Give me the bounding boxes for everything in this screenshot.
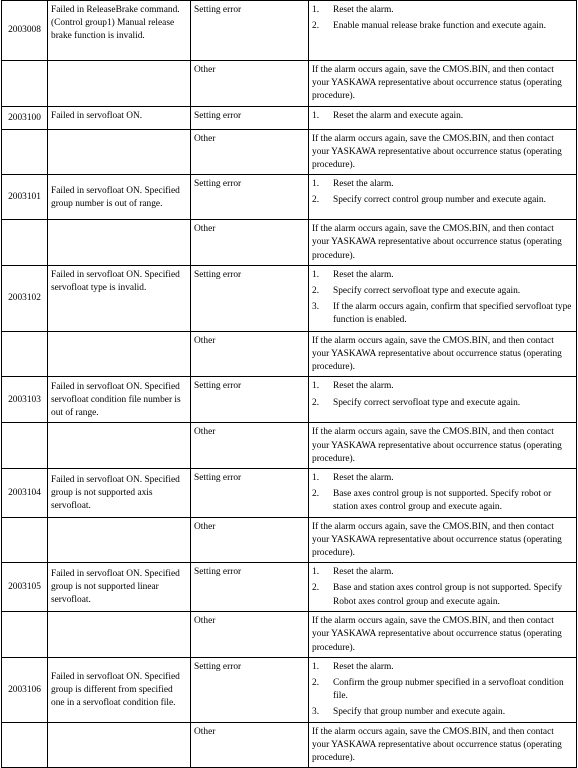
alarm-message [48, 722, 191, 768]
step-text: Reset the alarm. [333, 269, 394, 280]
alarm-remedy [309, 331, 577, 377]
alarm-row [2, 563, 577, 612]
remedy-step [312, 397, 573, 410]
step-number: 2. [312, 583, 320, 594]
remedy-steps [312, 661, 573, 720]
step-number: 2. [312, 397, 320, 408]
remedy-step [312, 269, 573, 282]
alarm-code: 2003105 [2, 563, 48, 612]
step-number: 2. [312, 21, 320, 32]
alarm-remedy [309, 469, 577, 518]
alarm-code [2, 129, 48, 175]
remedy-step [312, 380, 573, 393]
alarm-remedy [309, 517, 577, 563]
step-number: 2. [312, 286, 320, 297]
alarm-code [2, 722, 48, 768]
step-number: 2. [312, 489, 320, 500]
step-text: Reset the alarm and execute again. [333, 110, 464, 121]
alarm-row [2, 106, 577, 129]
alarm-code [2, 517, 48, 563]
step-number: 1. [312, 5, 320, 15]
alarm-remedy [309, 220, 577, 266]
step-number: 1. [312, 269, 320, 280]
remedy-step [312, 677, 573, 703]
remedy-step [312, 178, 573, 191]
step-text: Specify correct servofloat type and execute again. [333, 286, 521, 297]
step-text: Specify correct servofloat type and execute again. [333, 397, 521, 408]
alarm-cause: Other [191, 722, 309, 768]
alarm-cause: Setting error [191, 175, 309, 220]
alarm-row-continuation [2, 220, 577, 266]
step-text: Specify correct control group number and execute again. [333, 195, 546, 206]
alarm-remedy [309, 377, 577, 423]
remedy-text: If the alarm occurs again, save the CMOS.BIN, and then contact your YASKAWA representative about occurrence status (operating procedure). [312, 427, 562, 464]
remedy-text: If the alarm occurs again, save the CMOS.BIN, and then contact your YASKAWA representative about occurrence status (operating procedure). [312, 335, 562, 373]
alarm-table-body [2, 1, 577, 768]
alarm-remedy [309, 563, 577, 612]
step-text: Reset the alarm. [333, 661, 394, 672]
alarm-remedy [309, 423, 577, 469]
step-number: 1. [312, 179, 320, 190]
remedy-step [312, 20, 573, 33]
alarm-remedy [309, 612, 577, 658]
alarm-cause: Other [191, 517, 309, 563]
step-number: 1. [312, 381, 320, 392]
remedy-text: If the alarm occurs again, save the CMOS.BIN, and then contact your YASKAWA representative about occurrence status (operating procedure). [312, 224, 562, 261]
alarm-table [1, 0, 577, 768]
alarm-code: 2003104 [2, 469, 48, 518]
step-text: Base axes control group is not supported. Specify robot or station axes control group and execute again. [333, 489, 552, 513]
step-text: Reset the alarm. [333, 5, 394, 15]
alarm-code: 2003101 [2, 175, 48, 220]
alarm-row-continuation [2, 722, 577, 768]
alarm-remedy [309, 175, 577, 220]
remedy-steps [312, 269, 573, 328]
alarm-code: 2003106 [2, 657, 48, 722]
alarm-code: 2003100 [2, 106, 48, 129]
alarm-cause: Setting error [191, 377, 309, 423]
step-text: Reset the alarm. [333, 381, 394, 392]
step-number: 2. [312, 195, 320, 206]
alarm-message [48, 129, 191, 175]
step-number: 1. [312, 110, 320, 121]
step-text: Specify that group number and execute again. [333, 707, 506, 718]
alarm-row [2, 469, 577, 518]
remedy-step [312, 488, 573, 514]
alarm-message [48, 517, 191, 563]
remedy-text: If the alarm occurs again, save the CMOS.BIN, and then contact your YASKAWA representative about occurrence status (operating procedure). [312, 616, 562, 653]
remedy-step [312, 285, 573, 298]
remedy-step [312, 4, 573, 17]
alarm-code: 2003008 [2, 1, 48, 61]
alarm-row-continuation [2, 61, 577, 107]
step-number: 3. [312, 302, 320, 313]
remedy-steps [312, 110, 573, 123]
alarm-row-continuation [2, 517, 577, 563]
alarm-message: Failed in servofloat ON. Specified group is different from specified one in a servofloat condition file. [48, 657, 191, 722]
alarm-cause: Other [191, 61, 309, 107]
alarm-remedy [309, 106, 577, 129]
alarm-message: Failed in ReleaseBrake command. (Control group1) Manual release brake function is invalid. [48, 1, 191, 61]
alarm-message [48, 220, 191, 266]
alarm-message: Failed in servofloat ON. Specified group is not supported axis servofloat. [48, 469, 191, 518]
alarm-cause: Setting error [191, 563, 309, 612]
alarm-cause: Setting error [191, 1, 309, 61]
alarm-message: Failed in servofloat ON. Specified servofloat condition file number is out of range. [48, 377, 191, 423]
remedy-step [312, 301, 573, 327]
alarm-message [48, 423, 191, 469]
step-text: Confirm the group nubmer specified in a servofloat condition file. [333, 678, 564, 702]
step-number: 1. [312, 567, 320, 578]
step-text: Enable manual release brake function and execute again. [333, 21, 546, 32]
alarm-code [2, 423, 48, 469]
alarm-message: Failed in servofloat ON. Specified servofloat type is invalid. [48, 265, 191, 331]
alarm-remedy [309, 265, 577, 331]
alarm-code: 2003103 [2, 377, 48, 423]
alarm-cause: Other [191, 423, 309, 469]
alarm-cause: Setting error [191, 657, 309, 722]
alarm-remedy [309, 129, 577, 175]
alarm-cause: Other [191, 220, 309, 266]
alarm-row [2, 175, 577, 220]
alarm-cause: Setting error [191, 106, 309, 129]
alarm-cause: Setting error [191, 469, 309, 518]
alarm-row-continuation [2, 612, 577, 658]
remedy-step [312, 566, 573, 579]
alarm-message: Failed in servofloat ON. Specified group is not supported linear servofloat. [48, 563, 191, 612]
alarm-cause: Other [191, 612, 309, 658]
alarm-message [48, 612, 191, 658]
alarm-message [48, 331, 191, 377]
step-number: 1. [312, 661, 320, 672]
alarm-code: 2003102 [2, 265, 48, 331]
remedy-steps [312, 4, 573, 33]
alarm-code [2, 331, 48, 377]
remedy-step [312, 582, 573, 608]
alarm-message [48, 61, 191, 107]
alarm-row-continuation [2, 331, 577, 377]
alarm-row [2, 657, 577, 722]
alarm-row [2, 265, 577, 331]
step-text: Reset the alarm. [333, 567, 394, 578]
step-number: 2. [312, 678, 320, 689]
remedy-step [312, 110, 573, 123]
alarm-row [2, 1, 577, 61]
remedy-steps [312, 178, 573, 207]
alarm-remedy [309, 657, 577, 722]
alarm-row-continuation [2, 129, 577, 175]
alarm-remedy [309, 722, 577, 768]
alarm-cause: Other [191, 129, 309, 175]
step-text: Reset the alarm. [333, 179, 394, 190]
remedy-text: If the alarm occurs again, save the CMOS.BIN, and then contact your YASKAWA representative about occurrence status (operating procedure). [312, 65, 562, 102]
alarm-cause: Other [191, 331, 309, 377]
step-text: Reset the alarm. [333, 473, 394, 484]
step-number: 3. [312, 707, 320, 718]
remedy-steps [312, 380, 573, 409]
alarm-row-continuation [2, 423, 577, 469]
remedy-step [312, 706, 573, 719]
alarm-code [2, 220, 48, 266]
remedy-step [312, 194, 573, 207]
step-text: If the alarm occurs again, confirm that specified servofloat type function is enabled. [333, 302, 572, 326]
remedy-steps [312, 566, 573, 609]
alarm-message: Failed in servofloat ON. Specified group number is out of range. [48, 175, 191, 220]
alarm-message: Failed in servofloat ON. [48, 106, 191, 129]
step-number: 1. [312, 473, 320, 484]
step-text: Base and station axes control group is not supported. Specify Robot axes control group and execute again. [333, 583, 563, 607]
remedy-steps [312, 472, 573, 515]
alarm-remedy [309, 61, 577, 107]
alarm-cause: Setting error [191, 265, 309, 331]
remedy-step [312, 472, 573, 485]
alarm-row [2, 377, 577, 423]
alarm-code [2, 612, 48, 658]
remedy-step [312, 661, 573, 674]
alarm-remedy [309, 1, 577, 61]
alarm-code [2, 61, 48, 107]
remedy-text: If the alarm occurs again, save the CMOS.BIN, and then contact your YASKAWA representative about occurrence status (operating procedure). [312, 726, 562, 764]
remedy-text: If the alarm occurs again, save the CMOS.BIN, and then contact your YASKAWA representative about occurrence status (operating procedure). [312, 133, 562, 171]
remedy-text: If the alarm occurs again, save the CMOS.BIN, and then contact your YASKAWA representative about occurrence status (operating procedure). [312, 521, 562, 559]
